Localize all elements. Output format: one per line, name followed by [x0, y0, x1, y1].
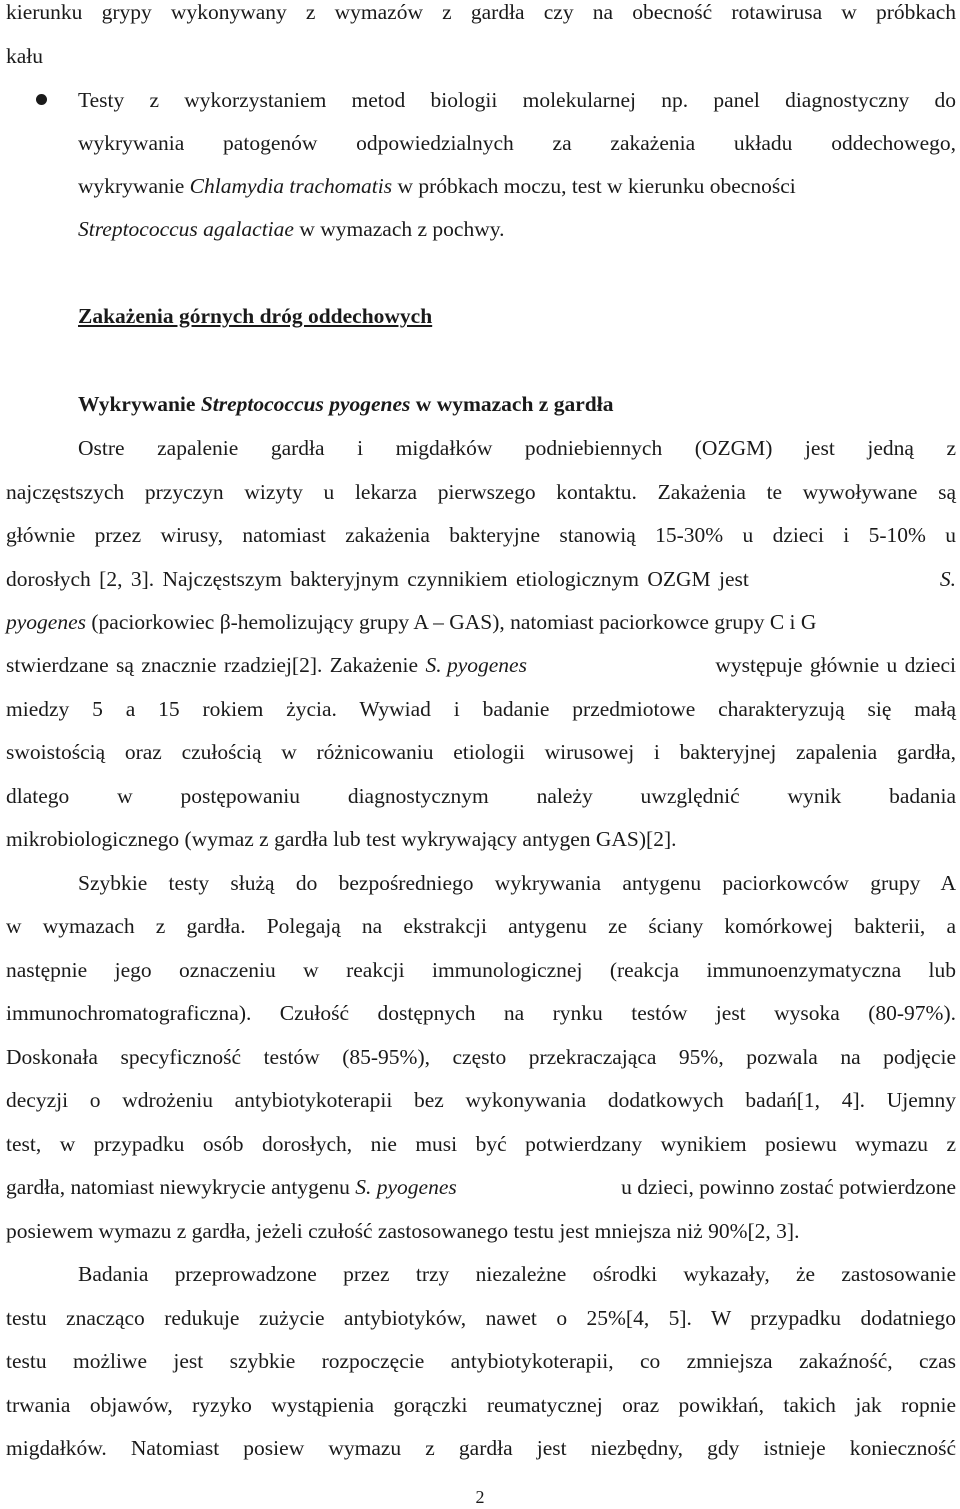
text-segment: Wykrywanie [78, 392, 201, 416]
species-name: pyogenes [6, 610, 86, 634]
paragraph-line: decyzji o wdrożeniu antybiotykoterapii bez wykonywania dodatkowych badań[1, 4]. Ujemny [6, 1088, 956, 1112]
subsection-heading [78, 392, 613, 417]
paragraph-line: swoistością oraz czułością w różnicowaniu etiologii wirusowej i bakteryjnej zapalenia gardła, [6, 740, 956, 764]
paragraph-line: migdałków. Natomiast posiew wymazu z gardła jest niezbędny, gdy istnieje konieczność [6, 1436, 956, 1460]
paragraph-line: miedzy 5 a 15 rokiem życia. Wywiad i badanie przedmiotowe charakteryzują się małą [6, 697, 956, 721]
text-line: kierunku grypy wykonywany z wymazów z gardła czy na obecność rotawirusa w próbkach [6, 0, 956, 24]
text-line: kału [6, 44, 44, 68]
paragraph-line: testu znacząco redukuje zużycie antybiotyków, nawet o 25%[4, 5]. W przypadku dodatniego [6, 1306, 956, 1330]
bullet-line [78, 174, 956, 199]
text-segment: (paciorkowiec β-hemolizujący grupy A – GAS), natomiast paciorkowce grupy C i G [86, 610, 817, 634]
paragraph-line: następnie jego oznaczeniu w reakcji immunologicznej (reakcja immunoenzymatyczna lub [6, 958, 956, 982]
paragraph-line: głównie przez wirusy, natomiast zakażenia bakteryjne stanowią 15-30% u dzieci i 5-10% u [6, 523, 956, 547]
bullet-line [78, 217, 504, 242]
section-heading: Zakażenia górnych dróg oddechowych [78, 304, 433, 328]
text-segment: gardła, natomiast niewykrycie antygenu [6, 1175, 356, 1199]
text-segment: w wymazach z gardła [410, 392, 614, 416]
species-name: Chlamydia trachomatis [189, 174, 393, 198]
bullet-line: Testy z wykorzystaniem metod biologii molekularnej np. panel diagnostyczny do [78, 88, 956, 112]
paragraph-line: mikrobiologicznego (wymaz z gardła lub test wykrywający antygen GAS)[2]. [6, 827, 677, 851]
paragraph-line: posiewem wymazu z gardła, jeżeli czułość zastosowanego testu jest mniejsza niż 90%[2, 3]. [6, 1219, 800, 1243]
paragraph-line: dlatego w postępowaniu diagnostycznym należy uwzględnić wynik badania [6, 784, 956, 808]
species-name: Streptococcus pyogenes [200, 392, 411, 416]
text-segment: w próbkach moczu, test w kierunku obecności [392, 174, 796, 198]
paragraph-line: Ostre zapalenie gardła i migdałków podniebiennych (OZGM) jest jedną z [78, 436, 956, 460]
paragraph-line: w wymazach z gardła. Polegają na ekstrakcji antygenu ze ściany komórkowej bakterii, a [6, 914, 956, 938]
bullet-line: wykrywania patogenów odpowiedzialnych za zakażenia układu oddechowego, [78, 131, 956, 155]
paragraph-line [6, 1175, 956, 1200]
species-name: S. pyogenes [355, 1175, 457, 1199]
species-name: S. pyogenes [425, 653, 527, 677]
paragraph-line: Doskonała specyficzność testów (85-95%), często przekraczająca 95%, pozwala na podjęcie [6, 1045, 956, 1069]
text-segment: u dzieci, powinno zostać potwierdzone [615, 1175, 956, 1199]
species-name: Streptococcus agalactiae [78, 217, 294, 241]
paragraph-line: Badania przeprowadzone przez trzy niezależne ośrodki wykazały, że zastosowanie [78, 1262, 956, 1286]
text-segment: występuje głównie u dzieci [707, 653, 956, 677]
species-name: S. [939, 567, 956, 591]
paragraph-line: trwania objawów, ryzyko wystąpienia gorączki reumatycznej oraz powikłań, takich jak ropnie [6, 1393, 956, 1417]
paragraph-line [6, 653, 956, 678]
text-segment: stwierdzane są znacznie rzadziej[2]. Zakażenie [6, 653, 426, 677]
paragraph-line: testu możliwe jest szybkie rozpoczęcie antybiotykoterapii, co zmniejsza zakaźność, czas [6, 1349, 956, 1373]
text-segment: wykrywanie [78, 174, 190, 198]
paragraph-line: najczęstszych przyczyn wizyty u lekarza pierwszego kontaktu. Zakażenia te wywoływane są [6, 480, 956, 504]
paragraph-line [6, 610, 816, 635]
text-segment: w wymazach z pochwy. [293, 217, 505, 241]
bullet-icon [36, 94, 47, 105]
paragraph-line: immunochromatograficzna). Czułość dostępnych na rynku testów jest wysoka (80-97%). [6, 1001, 956, 1025]
text-segment: dorosłych [2, 3]. Najczęstszym bakteryjnym czynnikiem etiologicznym OZGM jest [6, 567, 758, 591]
paragraph-line: Szybkie testy służą do bezpośredniego wykrywania antygenu paciorkowców grupy A [78, 871, 956, 895]
paragraph-line [6, 567, 956, 592]
paragraph-line: test, w przypadku osób dorosłych, nie musi być potwierdzany wynikiem posiewu wymazu z [6, 1132, 956, 1156]
page-number: 2 [475, 1487, 485, 1507]
